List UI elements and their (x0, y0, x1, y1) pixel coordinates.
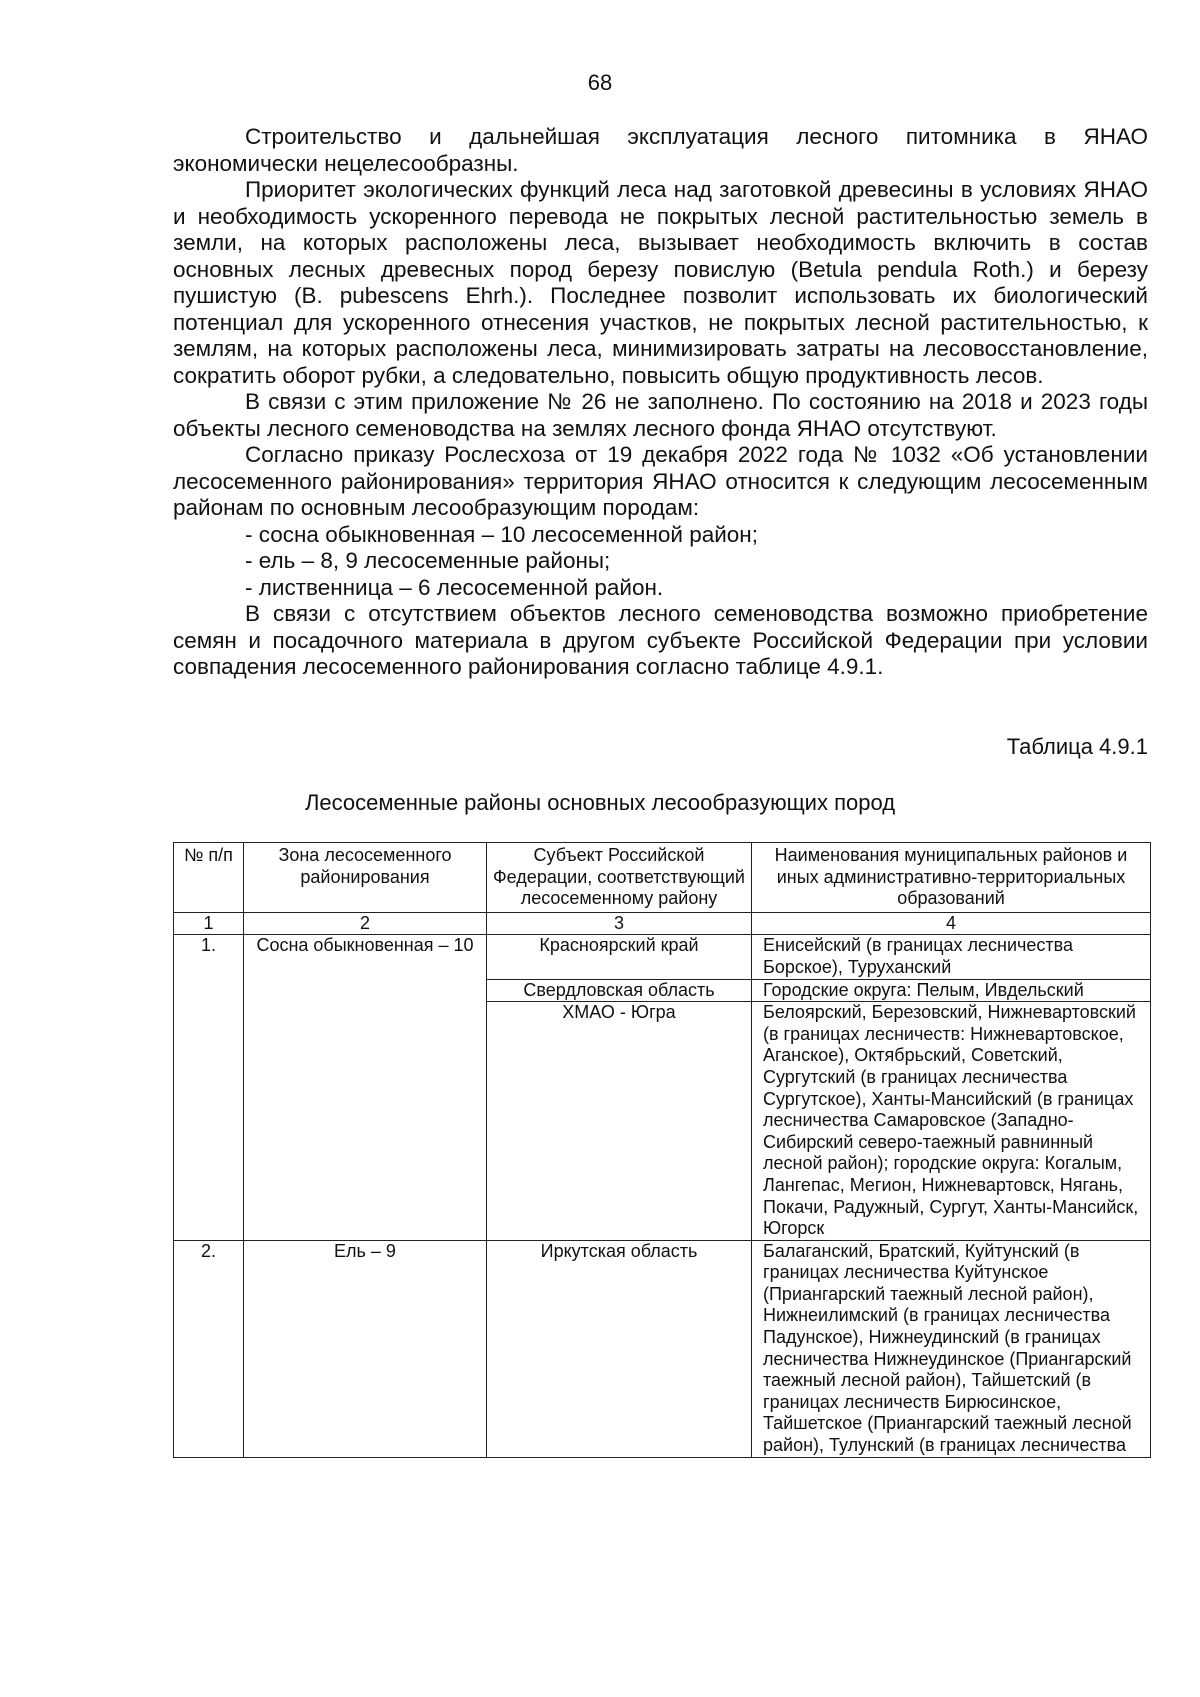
column-number: 1 (174, 912, 244, 935)
table-column-numbers-row (174, 912, 1151, 935)
paragraph: Строительство и дальнейшая эксплуатация лесного питомника в ЯНАО экономически нецелесообразны. (173, 124, 1148, 176)
paragraph: В связи с отсутствием объектов лесного семеноводства возможно приобретение семян и посадочного материала в другом субъекте Российской Федерации при условии совпадения лесосеменного районирования согласно таблице 4.9.1. (173, 601, 1148, 679)
cell-zone: Ель – 9 (244, 1240, 487, 1457)
table-row (174, 935, 1151, 979)
page-number: 68 (587, 70, 613, 95)
header-subject: Субъект Российской Федерации, соответствующий лесосеменному району (487, 843, 752, 913)
cell-areas: Городские округа: Пелым, Ивдельский (752, 979, 1151, 1002)
body-text (173, 124, 1148, 681)
list-item: - ель – 8, 9 лесосеменные районы; (245, 548, 611, 573)
table-row (174, 1240, 1151, 1457)
seed-zones-table (173, 842, 1151, 1458)
table-title: Лесосеменные районы основных лесообразующих пород (304, 790, 896, 815)
cell-number: 2. (174, 1240, 244, 1457)
table-header-row (174, 843, 1151, 913)
list-item: - сосна обыкновенная – 10 лесосеменной район; (245, 521, 758, 547)
cell-subject: Свердловская область (487, 979, 752, 1002)
column-number: 4 (752, 912, 1151, 935)
paragraph: В связи с этим приложение № 26 не заполнено. По состоянию на 2018 и 2023 годы объекты лесного семеноводства на землях лесного фонда ЯНАО отсутствуют. (173, 389, 1148, 441)
column-number: 2 (244, 912, 487, 935)
paragraph: Согласно приказу Рослесхоза от 19 декабря 2022 года № 1032 «Об установлении лесосеменного районирования» территория ЯНАО относится к следующим лесосеменным районам по основным лесообразующим породам: (173, 442, 1148, 520)
header-zone: Зона лесосеменного районирования (244, 843, 487, 913)
list-item: - лиственница – 6 лесосеменной район. (245, 574, 664, 600)
cell-number: 1. (174, 935, 244, 1240)
header-areas: Наименования муниципальных районов и иных административно-территориальных образований (752, 843, 1151, 913)
column-number: 3 (487, 912, 752, 935)
cell-areas: Енисейский (в границах лесничества Борское), Туруханский (752, 935, 1151, 979)
paragraph: Приоритет экологических функций леса над заготовкой древесины в условиях ЯНАО и необходимость ускоренного перевода не покрытых лесной растительностью земель в земли, на которых расположены леса, вызывает необходимость включить в состав основных лесных древесных пород березу повислую (Betula pendula Roth.) и березу пушистую (B. pubescens Ehrh.). Последнее позволит использовать их биологический потенциал для ускоренного отнесения участков, не покрытых лесной растительностью, к землям, на которых расположены леса, минимизировать затраты на лесовосстановление, сократить оборот рубки, а следовательно, повысить общую продуктивность лесов. (173, 177, 1148, 388)
cell-zone: Сосна обыкновенная – 10 (244, 935, 487, 1240)
cell-areas: Балаганский, Братский, Куйтунский (в границах лесничества Куйтунское (Приангарский таежный лесной район), Нижнеилимский (в границах лесничества Падунское), Нижнеудинский (в границах лесничества Нижнеудинское (Приангарский таежный лесной район), Тайшетский (в границах лесничеств Бирюсинское, Тайшетское (Приангарский таежный лесной район), Тулунский (в границах лесничества (752, 1240, 1151, 1457)
table-caption: Таблица 4.9.1 (1006, 734, 1148, 759)
cell-subject: Красноярский край (487, 935, 752, 979)
cell-subject: Иркутская область (487, 1240, 752, 1457)
cell-subject: ХМАО - Югра (487, 1002, 752, 1241)
header-number: № п/п (174, 843, 244, 913)
cell-areas: Белоярский, Березовский, Нижневартовский (в границах лесничеств: Нижневартовское, Аганское), Октябрьский, Советский, Сургутский (в границах лесничества Сургутское), Ханты-Мансийский (в границах лесничества Самаровское (Западно-Сибирский северо-таежный равнинный лесной район); городские округа: Когалым, Лангепас, Мегион, Нижневартовск, Нягань, Покачи, Радужный, Сургут, Ханты-Мансийск, Югорск (752, 1002, 1151, 1241)
